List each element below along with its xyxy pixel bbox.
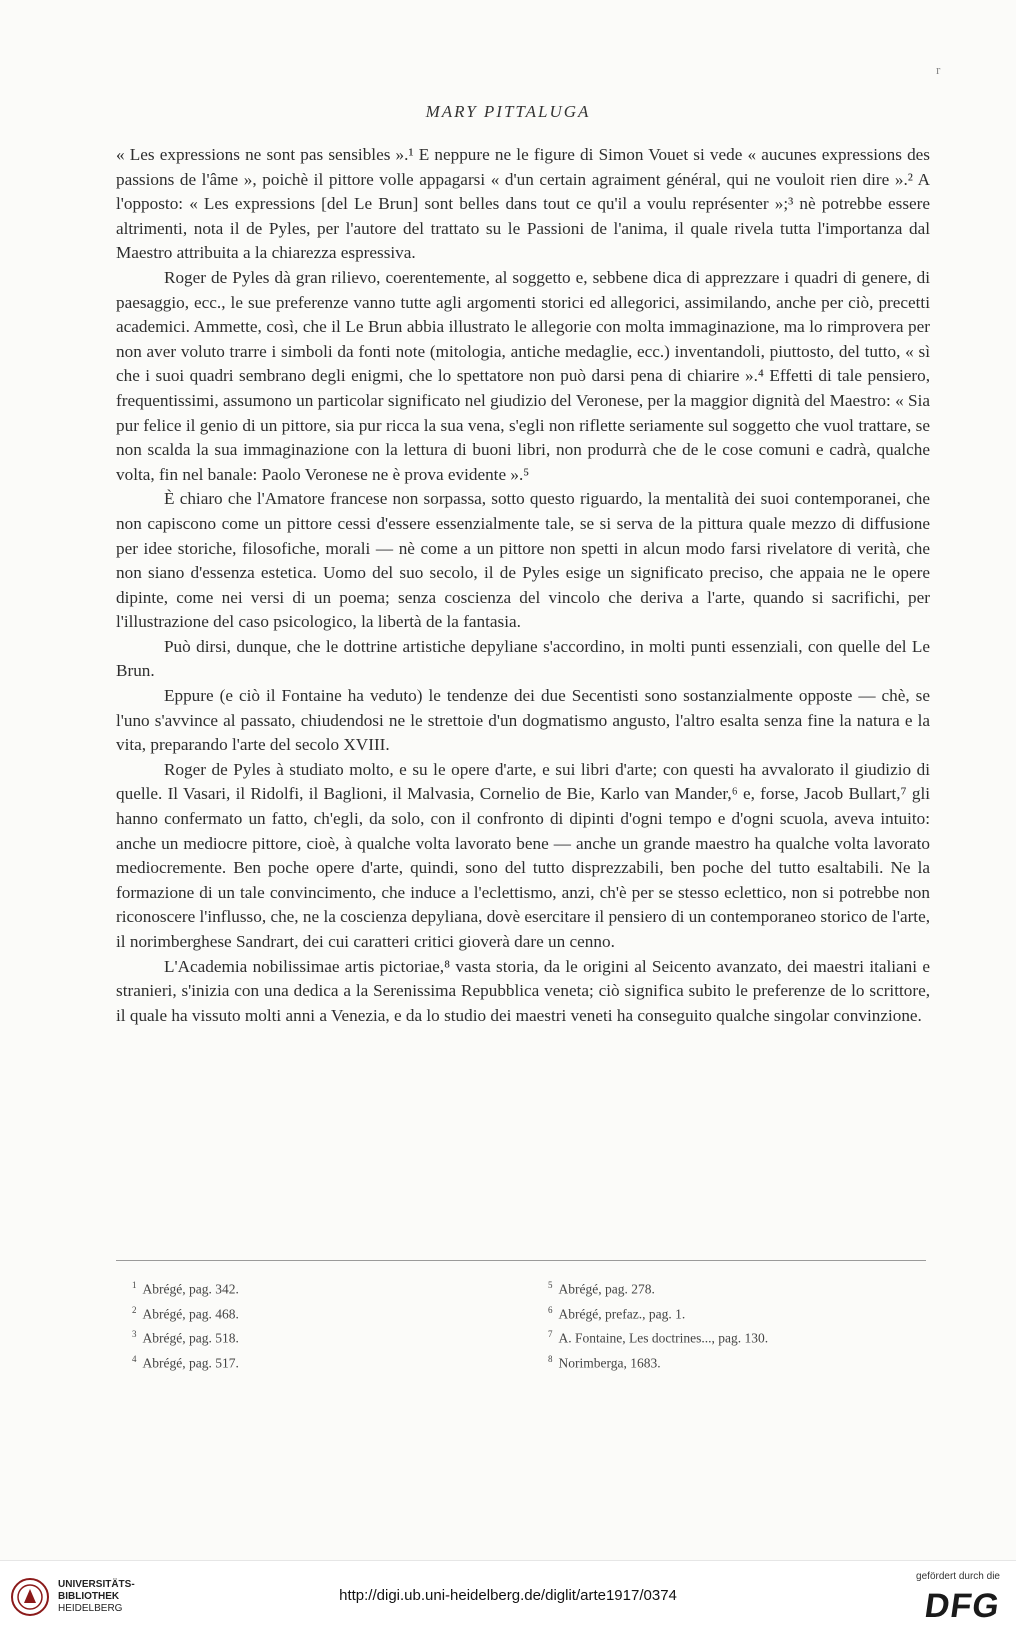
paragraph-7: L'Academia nobilissimae artis pictoriae,⁸ vasta storia, da le origini al Seicento avanzato, dei maestri italiani e stranieri, s'inizia con una dedica a la Serenissima Repubblica veneta; ciò significa subito le preferenze de lo scrittore, il quale ha vissuto molti anni a Venezia, e da lo studio dei maestri veneti ha conseguito qualche singolar convinzione. xyxy=(116,956,930,1025)
footnote: $^3$ Abrégé, pag. 518. xyxy=(132,1329,239,1346)
footnote: $^2$ Abrégé, pag. 468. xyxy=(132,1304,239,1321)
institution-name: UNIVERSITÄTS- BIBLIOTHEK HEIDELBERG xyxy=(58,1579,135,1614)
paragraph-3: È chiaro che l'Amatore francese non sorpassa, sotto questo riguardo, la mentalità dei suoi contemporanei, che non capiscono come un pittore cessi d'essere essenzialmente tale, se si serva de la pittura quale mezzo di diffusione per idee storiche, filosofiche, morali — nè come a un pittore non spetti in alcun modo farsi rivelatore di verità, che non siano d'essenza estetica. Uomo del suo secolo, il de Pyles esige un significato preciso, che appaia ne le opere dipinte, come nei versi di un poema; senza coscienza del vincolo che deriva a l'arte, quando si sacrifichi, per l'illustrazione del caso psicologico, la libertà de la fantasia. xyxy=(116,489,930,632)
paragraph-2: Roger de Pyles dà gran rilievo, coerentemente, al soggetto e, sebbene dica di apprezzare i quadri di genere, di paesaggio, ecc., le sue preferenze vanno tutte agli argomenti storici ed allegorici, assimilando, anche per ciò, precetti academici. Ammette, così, che il Le Brun abbia illustrato le allegorie con molta immaginazione, ma lo rimprovera per non aver voluto trarre i simboli da fonti note (mitologia, antiche medaglie, ecc.) inventandoli, piuttosto, del tutto, « sì che i suoi quadri sembrano degli enigmi, che lo spettatore non può darsi pena di chiarire ».⁴ Effetti di tale pensiero, frequentissimi, assumono un particolar significato nel giudizio del Veronese, per la maggior dignità del Maestro: « Sia pur felice il genio di un pittore, sia pur ricca la sua vena, s'egli non riflette seriamente sul soggetto che vuol trattare, se non scalda la sua immaginazione con la lettura di buoni libri, non produrrà che de le cose comuni e cadrà, qualche volta, fin nel banale: Paolo Veronese ne è prova evidente ».⁵ xyxy=(116,267,930,484)
paragraph-5: Eppure (e ciò il Fontaine ha veduto) le tendenze dei due Secentisti sono sostanzialmente opposte — chè, se l'uno s'avvince al passato, chiudendosi ne le strettoie d'un dogmatismo angusto, l'altro esalta senza fine la natura e la vita, preparando l'arte del secolo XVIII. xyxy=(116,686,930,755)
footnote: $^1$ Abrégé, pag. 342. xyxy=(132,1280,239,1297)
paragraph-6: Roger de Pyles à studiato molto, e su le opere d'arte, e sui libri d'arte; con questi ha avvalorato il giudizio di quelle. Il Vasari, il Ridolfi, il Baglioni, il Malvasia, Cornelio de Bie, Karlo van Mander,⁶ e, forse, Jacob Bullart,⁷ gli hanno confermato un fatto, ch'egli, da solo, con il confronto di dipinti d'ogni tempo e d'ogni scuola, aveva intuito: anche un mediocre pittore, cioè, à qualche volta lavorato bene — anche un grande maestro ha qualche volta lavorato mediocremente. Ben poche opere d'arte, quindi, sono del tutto disprezzabili, ben poche del tutto esaltabili. Ne la formazione di un tale convincimento, che induce a l'eclettismo, anzi, ch'è per se stesso eclettico, non si potrebbe non riconoscere l'influsso, che, ne la coscienza depyliana, dovè esercitare il pensiero di un contemporaneo storico de l'arte, il norimberghese Sandrart, dei cui caratteri critici gioverà dare un cenno. xyxy=(116,759,930,951)
footnote-divider xyxy=(116,1260,926,1261)
corner-mark: r xyxy=(936,62,941,77)
footnote: $^5$ Abrégé, pag. 278. xyxy=(548,1280,655,1297)
footnotes-left-column xyxy=(132,1275,512,1373)
body-text xyxy=(116,143,930,1028)
permalink[interactable]: http://digi.ub.uni-heidelberg.de/diglit/arte1917/0374 xyxy=(339,1587,677,1604)
paragraph-1: « Les expressions ne sont pas sensibles ».¹ E neppure ne le figure di Simon Vouet si vede « aucunes expressions des passions de l'âme », poichè il pittore volle appagarsi « d'un certain agraiment général, qui ne vouloit rien dire ».² A l'opposto: « Les expressions [del Le Brun] sont belles dans tout ce qu'il a voulu représenter »;³ nè potrebbe essere altrimenti, nota il de Pyles, per l'autore del trattato su le Passioni de l'anima, il quale rivela tutta l'importanza dal Maestro attribuita a la chiarezza espressiva. xyxy=(116,145,930,263)
footnotes-right-column xyxy=(548,1275,928,1373)
paragraph-4: Può dirsi, dunque, che le dottrine artistiche depyliane s'accordino, in molti punti essenziali, con quelle del Le Brun. xyxy=(116,636,930,681)
footnote: $^7$ A. Fontaine, Les doctrines..., pag. 130. xyxy=(548,1329,769,1346)
viewer-footer xyxy=(0,1560,1016,1635)
dfg-logo: DFG xyxy=(922,1587,1003,1625)
footnote: $^8$ Norimberga, 1683. xyxy=(548,1353,661,1370)
footnote: $^6$ Abrégé, prefaz., pag. 1. xyxy=(548,1304,686,1321)
footnote: $^4$ Abrégé, pag. 517. xyxy=(132,1353,239,1370)
funding-caption: gefördert durch die xyxy=(916,1571,1000,1582)
running-head: MARY PITTALUGA xyxy=(425,102,591,121)
